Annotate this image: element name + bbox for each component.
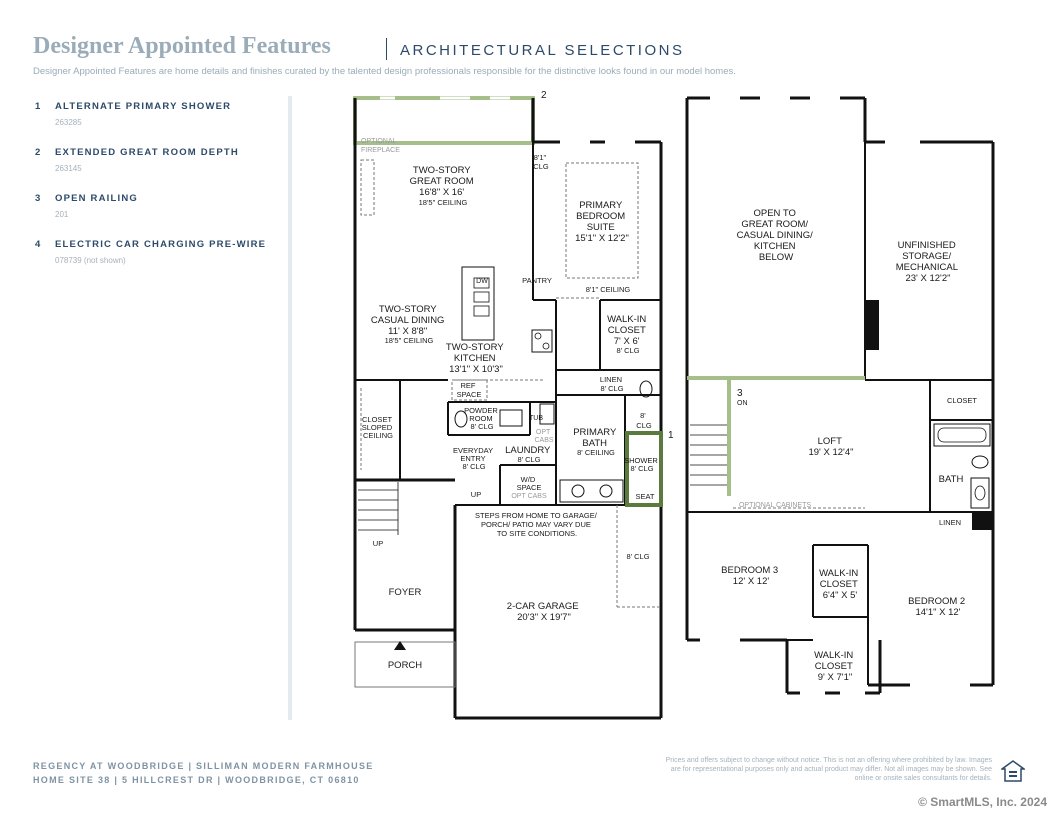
callout-2: 2 <box>541 90 547 101</box>
open-to-label: OPEN TO GREAT ROOM/ CASUAL DINING/ KITCHEN BELOW <box>736 208 813 263</box>
pantry-label: PANTRY <box>522 276 552 285</box>
svg-text:OPTIONAL FIREPLACE: OPTIONAL FIREPLACE <box>361 138 400 154</box>
option-label: ALTERNATE PRIMARY SHOWER <box>55 101 232 112</box>
walk-in-closet-label: WALK-IN CLOSET 7' X 6' 8' CLG <box>607 314 647 355</box>
second-floor-plan <box>687 98 993 693</box>
everyday-entry-label: EVERYDAY ENTRY 8' CLG <box>452 446 493 471</box>
laundry-label: LAUNDRY 8' CLG <box>505 445 551 464</box>
option-code: 201 <box>55 210 69 219</box>
closet-sloped-label: CLOSET SLOPED CEILING <box>361 415 394 440</box>
loft-label: LOFT 19' X 12'4" <box>808 436 854 458</box>
intro-text: Designer Appointed Features are home details and finishes curated by the talented design professionals responsible for the distinctive looks found in our model homes. <box>33 66 736 77</box>
footer-address: HOME SITE 38 | 5 HILLCREST DR | WOODBRIDGE, CT 06810 <box>33 775 360 785</box>
dw-label: DW <box>476 278 488 285</box>
option-number: 1 <box>35 101 41 112</box>
primary-bath-label: PRIMARY BATH 8' CEILING <box>573 427 617 457</box>
footer-community: REGENCY AT WOODBRIDGE | SILLIMAN MODERN FARMHOUSE <box>33 761 374 771</box>
walk-in-closet-2-label: WALK-IN CLOSET 6'4" X 5' <box>819 568 859 601</box>
wd-space-label: W/D SPACE <box>516 475 542 492</box>
page-title: Designer Appointed Features <box>33 33 331 59</box>
callout-3: 3 <box>737 388 743 399</box>
tub-label: TUB <box>529 415 543 422</box>
disclaimer-text: Prices and offers subject to change without notice. This is not an offering where prohibited by law. Images are for representational purposes only and actual product may differ. Not all images may be shown. See online or onsite sales consultants for details. <box>665 757 992 782</box>
option-2-highlight <box>355 98 533 143</box>
linen-label: LINEN 8' CLG <box>599 375 624 393</box>
up-label-garage: UP <box>470 490 482 499</box>
on-label: ON <box>737 400 748 407</box>
option-code: 078739 (not shown) <box>55 256 126 265</box>
bedroom-2-label: BEDROOM 2 14'1" X 12' <box>908 596 966 618</box>
page-subtitle: ARCHITECTURAL SELECTIONS <box>400 42 685 59</box>
kitchen-label: TWO-STORY KITCHEN 13'1" X 10'3" <box>445 342 504 375</box>
primary-suite-label: PRIMARY BEDROOM SUITE 15'1" X 12'2" <box>575 200 629 244</box>
garage-label: 2-CAR GARAGE 20'3" X 19'7" <box>506 601 579 623</box>
linen-label-2: LINEN <box>938 518 962 527</box>
option-label: ELECTRIC CAR CHARGING PRE-WIRE <box>55 239 267 250</box>
bath-label: BATH <box>938 474 964 485</box>
option-code: 263285 <box>55 118 82 127</box>
closet-label: CLOSET <box>946 396 978 405</box>
seat-label: SEAT <box>635 492 655 501</box>
up-label-stairs: UP <box>372 539 384 548</box>
storage-label: UNFINISHED STORAGE/ MECHANICAL 23' X 12'2" <box>895 240 958 284</box>
foyer-label: FOYER <box>388 587 422 598</box>
walk-in-closet-3-label: WALK-IN CLOSET 9' X 7'1" <box>814 650 854 683</box>
steps-note: STEPS FROM HOME TO GARAGE/ PORCH/ PATIO MAY VARY DUE TO SITE CONDITIONS. <box>475 511 597 538</box>
great-room-label: TWO-STORY GREAT ROOM 16'8" X 16' 18'5" CEILING <box>409 165 474 207</box>
callout-1: 1 <box>668 430 674 441</box>
porch-label: PORCH <box>387 660 423 671</box>
casual-dining-label: TWO-STORY CASUAL DINING 11' X 8'8" 18'5" CEILING <box>370 304 445 345</box>
option-code: 263145 <box>55 164 82 173</box>
first-floor-plan <box>355 90 674 718</box>
option-number: 2 <box>35 147 41 158</box>
opt-cabs-label: OPT CABS <box>534 429 554 444</box>
shower-label: SHOWER 8' CLG <box>624 456 658 473</box>
ref-space-label: REF SPACE <box>456 381 482 399</box>
bedroom-3-label: BEDROOM 3 12' X 12' <box>721 565 779 587</box>
optional-cabinets-label: OPTIONAL CABINETS <box>738 502 812 509</box>
option-label: OPEN RAILING <box>55 193 139 204</box>
option-label: EXTENDED GREAT ROOM DEPTH <box>55 147 239 158</box>
clg-label: 8'1" CLG <box>533 153 549 171</box>
optional-fireplace-label: OPTIONAL <box>361 138 397 145</box>
option-number: 4 <box>35 239 41 250</box>
opt-cabs-2-label: OPT CABS <box>511 493 547 500</box>
option-number: 3 <box>35 193 41 204</box>
garage-clg-label: 8' CLG <box>626 552 650 561</box>
copyright-text: © SmartMLS, Inc. 2024 <box>918 795 1047 809</box>
suite-ceiling-label: 8'1" CEILING <box>585 285 631 294</box>
equal-housing-icon <box>1001 760 1025 782</box>
powder-room-label: POWDER ROOM 8' CLG <box>464 406 498 431</box>
clg-8-label: 8' CLG <box>636 411 652 430</box>
